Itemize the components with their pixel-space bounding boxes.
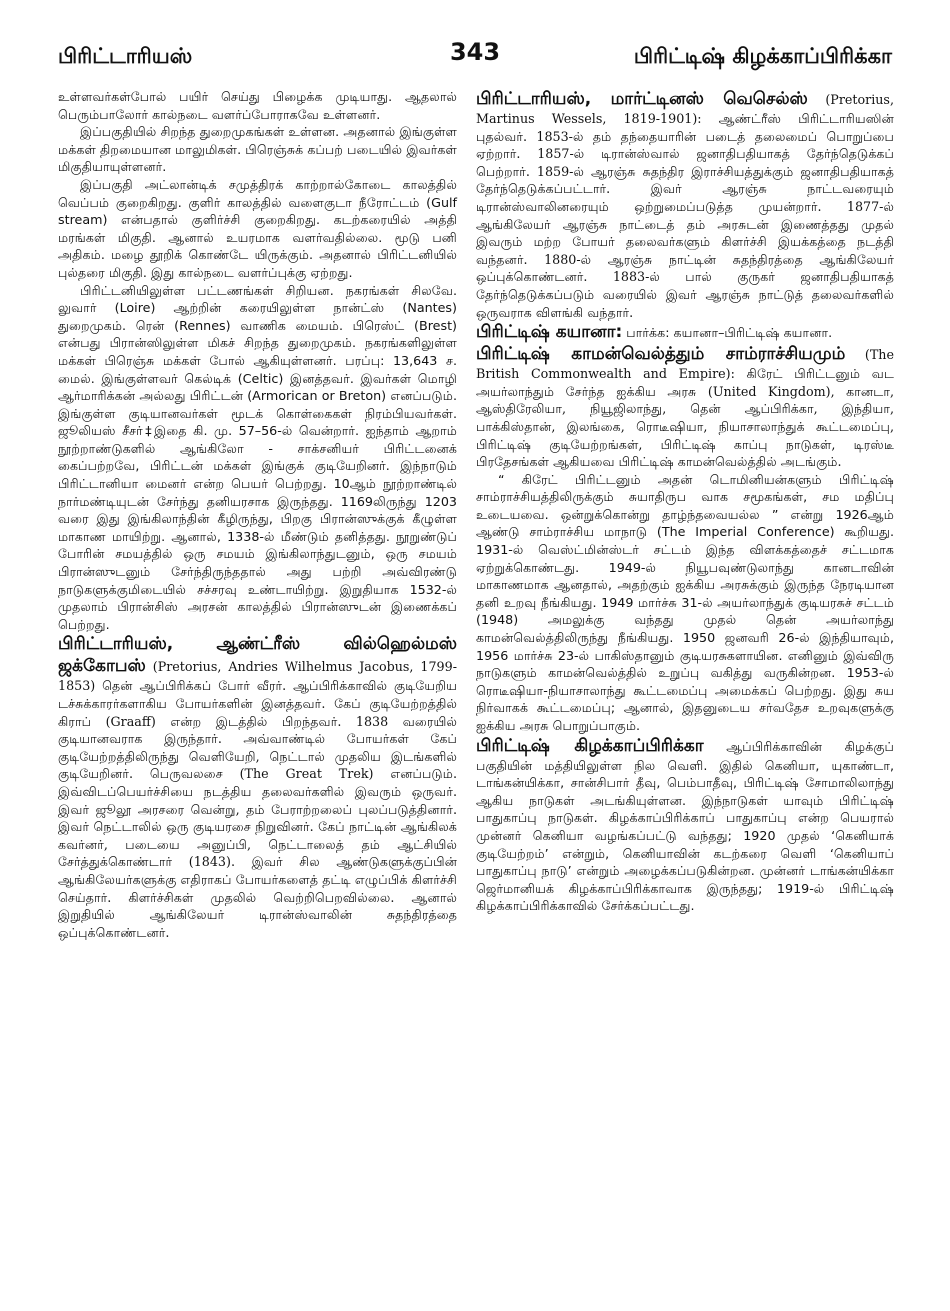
paragraph: பிரிட்டனியிலுள்ள பட்டணங்கள் சிறியன. நகரங்கள் சிலவே. லுவார் (Loire) ஆற்றின் கரையிலுள்ள நான்ட்ஸ் (Nantes) துறைமுகம். ரென் (Rennes) வாணிக மையம். பிரெஸ்ட் (Brest) என்பது பிரான்ஸிலுள்ள மிகச் சிறந்த துறைமுகம். நகரங்களிலுள்ள மக்கள் பிரெஞ்சு மக்கள் போல் ஆகியுள்ளனர். பரப்பு: 13,643 ச. மைல். இங்குள்ளவர் கெல்டிக் (Celtic) இனத்தவர். இவர்கள் மொழி ஆர்மாரிக்கன் அல்லது பிரிட்டன் (Armorican or Breton) எனப்படும். இங்குள்ள குடியானவர்கள் மூடக் கொள்கைகள் நிரம்பியவர்கள். ஜூலியஸ் சீசர்‡இதை கி. மு. 57–56-ல் வென்றார். ஐந்தாம் ஆறாம் நூற்றாண்டுகளில் ஆங்கிலோ - சாக்சனியர் பிரிட்டனைக் கைப்பற்றவே, பிரிட்டன் மக்கள் இங்குக் குடியேறினர். இந்நாடும் பிரிட்டானியா மைனர் என்ற பெயர் பெற்றது. 10ஆம் நூற்றாண்டில் நார்மண்டியுடன் சேர்ந்து தனியரசாக இருந்தது. 1169லிருந்து 1203 வரை இது இங்கிலாந்தின் கீழிருந்து, பிறகு பிரான்ஸுக்குக் கீழுள்ள மாகாண மாயிற்று. ஆனால், 1338-ல் மீண்டும் தனித்தது. நூறுண்டுப் போரின் சமயத்தில் ஒரு சமயம் இங்கிலாந்துடனும், ஒரு சமயம் பிரான்ஸுடனும் சேர்ந்திருந்ததால் அது பற்றி அவ்விரண்டு நாடுகளுக்குமிடையில் சச்சரவு உண்டாயிற்று. இறுதியாக 1532-ல் முதலாம் பிரான்சிஸ் அரசன் காலத்தில் பிரான்ஸுடன் இணைக்கப் பெற்றது. [58, 282, 457, 632]
entry-body: ஆப்பிரிக்காவின் கிழக்குப் பகுதியின் மத்தியிலுள்ள நில வெளி. இதில் கெனியா, யுகாண்டா, டாங்கன்யிக்கா, சான்சிபார் தீவு, பெம்பாதீவு, பிரிட்டிஷ் சோமாலிலாந்து ஆகிய நாடுகள் அடங்கியுள்ளன. இந்நாடுகள் யாவும் பிரிட்டிஷ் பாதுகாப்பு நாடுகள். கிழக்காப்பிரிக்காப் பாதுகாப்பு என்ற பெயரால் முன்னர் கெனியா வழங்கப்பட்டு வந்தது; 1920 முதல் ‘கெனியாக் குடியேற்றம்’ என்றும், கெனியாவின் கடற்கரை வெளி ‘கெனியாப் பாதுகாப்பு நாடு’ என்றும் அழைக்கப்படுகின்றன. முன்னர் டாங்கன்யிக்கா ஜெர்மானியக் கிழக்காப்பிரிக்காவாக இருந்தது; 1919-ல் பிரிட்டிஷ் கிழக்காப்பிரிக்காவில் சேர்க்கப்பட்டது. [476, 738, 894, 914]
entry-body: (Pretorius, Martinus Wessels, 1819-1901): ஆண்ட்ரீஸ் பிரிட்டாரியஸின் புதல்வர். 1853-ல் தம் தந்தையாரின் படைத் தலைமைப் பொறுப்பை ஏற்றார். 1857-ல் டிரான்ஸ்வால் ஜனாதிபதியாகத் தேர்ந்தெடுக்கப் பெற்றார். 1859-ல் ஆரஞ்சு சுதந்திர இராச்சியத்துக்கும் ஜனாதிபதியாகத் தேர்ந்தெடுக்கப்பட்டார். இவர் ஆரஞ்சு நாட்டவரையும் டிரான்ஸ்வாலினரையும் ஒற்றுமைப்படுத்த முயன்றார். 1877-ல் ஆங்கிலேயர் ஆரஞ்சு நாட்டைத் தம் அரசுடன் இணைத்தது முதல் இவரும் மற்ற போயர் தலைவர்களும் கிளர்ச்சி இயக்கத்தை நடத்தி வந்தனர். 1880-ல் ஆரஞ்சு நாட்டின் சுதந்திரத்தை ஆங்கிலேயர் ஒப்புக்கொண்டனர். 1883-ல் பால் குருகர் ஜனாதிபதியாகத் தேர்ந்தெடுக்கப்படும் வரையில் இவர் ஆரஞ்சு நாட்டுத் தலைவர்களில் ஒருவராக விளங்கி வந்தார். [476, 92, 894, 320]
entry-martinus-pretorius [476, 88, 894, 321]
right-column [476, 88, 894, 915]
entry-headword: பிரிட்டாரியஸ், ஆண்ட்ரீஸ் வில்ஹெல்மஸ் ஜக்கோபஸ் [58, 634, 457, 677]
paragraph: உள்ளவர்கள்போல் பயிர் செய்து பிழைக்க முடியாது. ஆதலால் பெரும்பாலோர் கால்நடை வளர்ப்போராகவே உள்ளனர். [58, 89, 457, 122]
left-column [58, 88, 457, 941]
header-left-guideword: பிரிட்டாரியஸ் [58, 44, 193, 68]
entry-headword: பிரிட்டிஷ் கிழக்காப்பிரிக்கா [476, 735, 704, 756]
entry-headword: பிரிட்டாரியஸ், மார்ட்டினஸ் வெசெல்ஸ் [476, 89, 808, 109]
entry-andries-pretorius [58, 633, 457, 941]
entry-british-east-africa [476, 735, 894, 915]
paragraph: இப்பகுதியில் சிறந்த துறைமுகங்கள் உள்ளன. அதனால் இங்குள்ள மக்கள் திறமையான மாலுமிகள். பிரெஞ்சுக் கப்பற் படையில் இவர்கள் மிகுதியாயுள்ளனர். [58, 124, 457, 175]
header-right-guideword: பிரிட்டிஷ் கிழக்காப்பிரிக்கா [633, 44, 892, 68]
paragraph: இப்பகுதி அட்லான்டிக் சமுத்திரக் காற்றால்கோடை காலத்தில் வெப்பம் குறைகிறது. குளிர் காலத்தில் வளைகுடா நீரோட்டம் (Gulf stream) என்பதால் குளிர்ச்சி குறைகிறது. கடற்கரையில் அத்தி மரங்கள் மிகுதி. ஆனால் உயரமாக வளர்வதில்லை. மூடு பனி அதிகம். மழை தூறிக் கொண்டே யிருக்கும். அதனால் பிரிட்டனியில் புல்தரை மிகுதி. இது கால்நடை வளர்ப்புக்கு ஏற்றது. [58, 176, 457, 280]
running-header [58, 38, 892, 80]
paragraph: “ கிரேட் பிரிட்டனும் அதன் டொமினியன்களும் பிரிட்டிஷ் சாம்ராச்சியத்திலிருக்கும் சுயாதிருப வாக சமூகங்கள், சம மதிப்பு உடையவை. ஒன்றுக்கொன்று தாழ்ந்தவையல்ல ” என்று 1926ஆம் ஆண்டு சாம்ராச்சிய மாநாடு (The Imperial Conference) கூறியது. 1931-ல் வெஸ்ட்மின்ஸ்டர் சட்டம் இந்த விளக்கத்தைச் சட்டமாக ஏற்றுக்கொண்டது. 1949-ல் நியூபவுண்டுலாந்து கானடாவின் மாகாணமாக ஆனதால், அதற்கும் ஐக்கிய அரசுக்கும் இருந்த நேரடியான தனி உறவு நீங்கியது. 1949 மார்ச்சு 31-ல் அயர்லாந்துக் குடியரசுச் சட்டம் (1948) அமலுக்கு வந்தது முதல் தென் அயர்லாந்து காமன்வெல்த்திலிருந்து நீங்கியது. 1950 ஜனவரி 26-ல் இந்தியாவும், 1956 மார்ச்சு 23-ல் பாகிஸ்தானும் குடியரசுகளாயின. எனினும் இவ்விரு நாடுகளும் காமன்வெல்த்தில் உறுப்பு வகித்து வருகின்றன. 1953-ல் ரொடீஷியா-நியாசாலாந்து கூட்டமைப்பு அமைக்கப் பெற்றது. இது சுய நிர்வாகக் கூட்டமைப்பு; ஆனால், இதனுடைய சர்வதேச உறவுகளுக்கு ஐக்கிய அரசு பொறுப்பாகும். [476, 471, 894, 733]
entry-headword: பிரிட்டிஷ் கயானா: [476, 322, 623, 343]
entry-body: (The British Commonwealth and Empire): கிரேட் பிரிட்டனும் வட அயர்லாந்தும் சேர்ந்த ஐக்கிய அரசு (United Kingdom), கானடா, ஆஸ்திரேலியா, நியூஜிலாந்து, தென் ஆப்பிரிக்கா, இந்தியா, பாக்கிஸ்தான், இலங்கை, ரொடீஷியா, நியாசாலாந்துக் கூட்டமைப்பு, பிரிட்டிஷ் குடியேற்றங்கள், பிரிட்டிஷ் காப்பு நாடுகள், டிரஸ்டீ பிரதேசங்கள் ஆகியவை பிரிட்டிஷ் காமன்வெல்த்தில் அடங்கும். [476, 347, 894, 470]
entry-british-commonwealth [476, 343, 894, 471]
page-number: 343 [449, 38, 501, 66]
entry-body: பார்க்க: கயானா–பிரிட்டிஷ் கயானா. [626, 325, 833, 341]
entry-headword: பிரிட்டிஷ் காமன்வெல்த்தும் சாம்ராச்சியமும் [476, 344, 846, 365]
entry-body: (Pretorius, Andries Wilhelmus Jacobus, 1799-1853) தென் ஆப்பிரிக்கப் போர் வீரர். ஆப்பிரிக்காவில் குடியேறிய டச்சுக்காரர்களாகிய போயர்களின் இனத்தவர். கேப் குடியேற்றத்தில் கிராப் (Graaff) என்ற இடத்தில் பிறந்தவர். 1838 வரையில் குடியானவராக இருந்தார். அவ்வாண்டில் போயர்கள் கேப் குடியேற்றத்திலிருந்து வெளியேறி, நெட்டால் முதலிய இடங்களில் குடியேறினர். பெருவலசை (The Great Trek) எனப்படும். இவ்விடப்பெயர்ச்சியை நடத்திய தலைவர்களில் இவரும் ஒருவர். இவர் ஜூலூ அரசரை வென்று, தம் பேராற்றலைப் புலப்படுத்தினார். இவர் நெட்டாலில் ஒரு குடியரசை நிறுவினர். கேப் நாட்டின் ஆங்கிலக் கவர்னர், படையை அனுப்பி, நெட்டாலைத் தம் ஆட்சியில் சேர்த்துக்கொண்டார் (1843). இவர் சில ஆண்டுகளுக்குப்பின் ஆங்கிலேயர்களுக்கு எதிராகப் போயர்களைத் தட்டி எழுப்பிக் கிளர்ச்சி செய்தார். கிளர்ச்சிகள் முதலில் வெற்றிபெறவில்லை. ஆனால் இறுதியில் ஆங்கிலேயர் டிரான்ஸ்வாலின் சுதந்திரத்தை ஒப்புக்கொண்டனர். [58, 659, 457, 940]
entry-british-guiana [476, 321, 894, 343]
